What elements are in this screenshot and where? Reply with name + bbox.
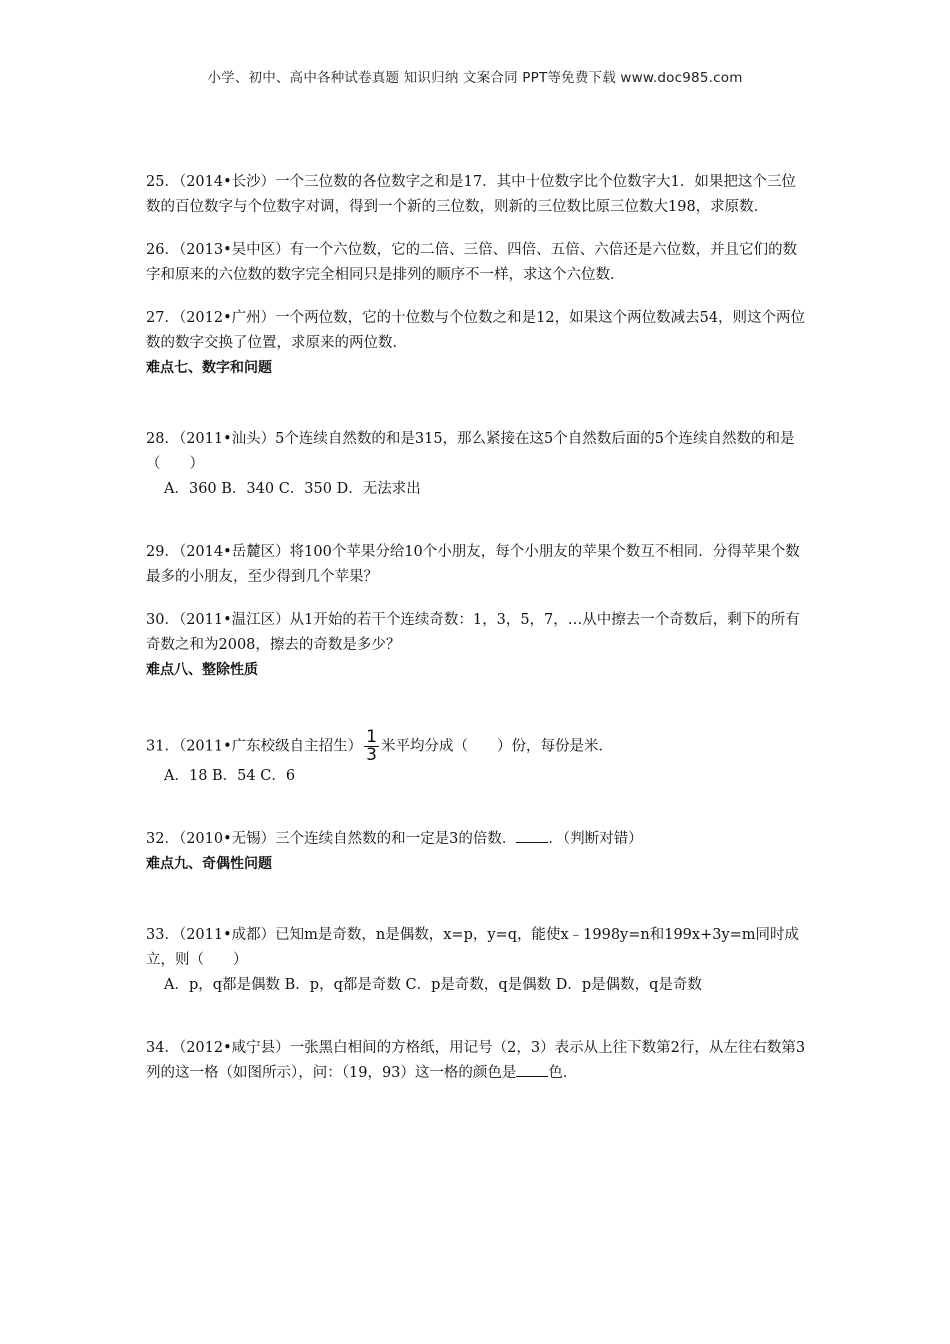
section-heading-8: 难点八、整除性质: [146, 662, 258, 678]
question-32: [146, 827, 810, 852]
fraction-numerator: 1: [366, 727, 377, 747]
question-34-suffix: 色．: [548, 1065, 578, 1081]
question-31: [146, 729, 810, 764]
question-33: 33．（2011•成都）已知m是奇数，n是偶数，x=p，y=q，能使x﹣1998y=n和199x+3y=m同时成立，则（ ）: [146, 927, 800, 968]
question-33-options: A．p，q都是偶数 B．p，q都是奇数 C．p是奇数，q是偶数 D．p是偶数，q是奇数: [164, 977, 702, 993]
question-32-suffix: ．（判断对错）: [548, 831, 643, 847]
question-31-options: A．18 B．54 C．6: [164, 768, 296, 784]
question-30: 30．（2011•温江区）从1开始的若干个连续奇数：1，3，5，7，…从中擦去一个奇数后，剩下的所有奇数之和为2008，擦去的奇数是多少？: [146, 612, 800, 653]
section-heading-9: 难点九、奇偶性问题: [146, 856, 272, 872]
question-28-options: A．360 B．340 C．350 D．无法求出: [164, 481, 421, 497]
question-28: 28．（2011•汕头）5个连续自然数的和是315，那么紧接在这5个自然数后面的5个连续自然数的和是（ ）: [146, 431, 795, 472]
section-heading-7: 难点七、数字和问题: [146, 360, 272, 376]
question-31-prefix: 31．（2011•广东校级自主招生）: [146, 738, 363, 755]
answer-blank: [516, 828, 548, 843]
question-31-suffix: 米平均分成（ ）份，每份是米．: [380, 738, 613, 755]
question-34: [146, 1036, 810, 1086]
question-26: 26．（2013•吴中区）有一个六位数，它的二倍、三倍、四倍、五倍、六倍还是六位数，并且它们的数字和原来的六位数的数字完全相同只是排列的顺序不一样，求这个六位数．: [146, 242, 798, 283]
answer-blank: [516, 1062, 548, 1077]
fraction-denominator: 3: [366, 745, 377, 765]
question-29: 29．（2014•岳麓区）将100个苹果分给10个小朋友，每个小朋友的苹果个数互不相同．分得苹果个数最多的小朋友，至少得到几个苹果？: [146, 544, 800, 585]
question-32-prefix: 32．（2010•无锡）三个连续自然数的和一定是3的倍数．: [146, 831, 517, 847]
page-header: 小学、初中、高中各种试卷真题 知识归纳 文案合同 PPT等免费下载 www.doc985.com: [207, 70, 743, 86]
fraction-one-third: [364, 729, 379, 764]
question-34-prefix: 34．（2012•咸宁县）一张黑白相间的方格纸，用记号（2，3）表示从上往下数第2行，从左往右数第3列的这一格（如图所示），问：（19，93）这一格的颜色是: [146, 1040, 806, 1081]
question-27: 27．（2012•广州）一个两位数，它的十位数与个位数之和是12，如果这个两位数减去54，则这个两位数的数字交换了位置，求原来的两位数．: [146, 310, 806, 351]
question-25: 25．（2014•长沙）一个三位数的各位数字之和是17．其中十位数字比个位数字大1．如果把这个三位数的百位数字与个位数字对调，得到一个新的三位数，则新的三位数比原三位数大198，求原数．: [146, 174, 796, 215]
document-body: [146, 170, 810, 1086]
